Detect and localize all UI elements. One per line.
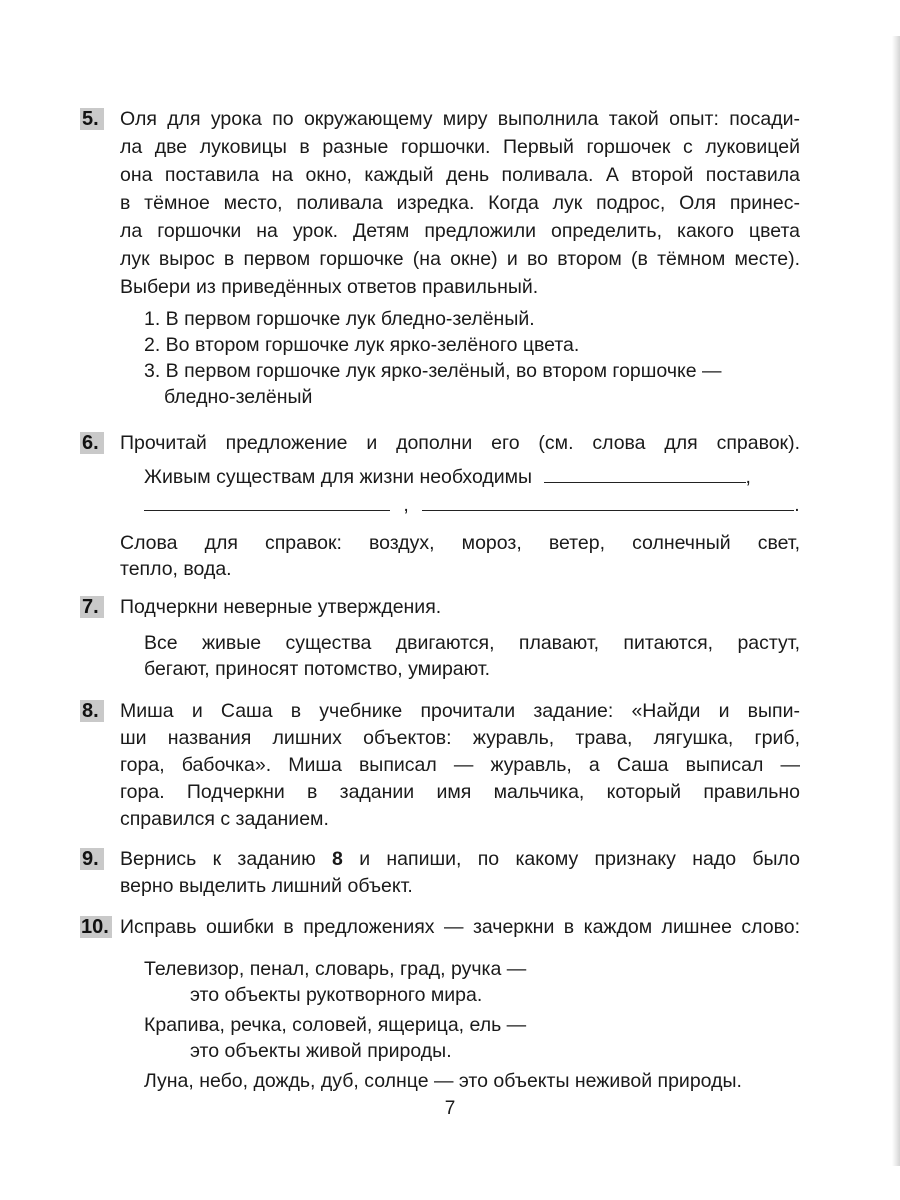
- answer-option: 1. В первом горшочке лук бледно-зелёный.: [144, 308, 535, 330]
- task-text-line: ла горшочки на урок. Детям предложили определить, какого цвета: [120, 220, 800, 242]
- task-9: [80, 846, 800, 906]
- statement-line: Все живые существа двигаются, плавают, питаются, растут,: [144, 632, 800, 654]
- sentence-line: Телевизор, пенал, словарь, град, ручка —: [144, 958, 527, 980]
- task-reference: 8: [332, 848, 343, 870]
- sentence-line-2: [144, 492, 800, 518]
- period: .: [794, 494, 800, 516]
- task-8: [80, 698, 800, 838]
- answer-option: 3. В первом горшочке лук ярко-зелёный, во втором горшочке —: [144, 360, 722, 382]
- answer-option: 2. Во втором горшочке лук ярко-зелёного цвета.: [144, 334, 580, 356]
- answer-blank[interactable]: [144, 492, 390, 511]
- task-text-line: [120, 846, 800, 872]
- answer-blank[interactable]: [544, 464, 746, 483]
- task-text-line: в тёмное место, поливала изредка. Когда лук подрос, Оля принес-: [120, 192, 800, 214]
- task-number: 6.: [80, 432, 104, 454]
- task-instruction: Исправь ошибки в предложениях — зачеркни в каждом лишнее слово:: [120, 916, 800, 938]
- sentence-line: Крапива, речка, соловей, ящерица, ель —: [144, 1014, 527, 1036]
- task-text-line: Выбери из приведённых ответов правильный.: [120, 276, 539, 298]
- sentence-line: Луна, небо, дождь, дуб, солнце — это объекты неживой природы.: [144, 1070, 742, 1092]
- task-text-line: Миша и Саша в учебнике прочитали задание: «Найди и выпи-: [120, 700, 800, 722]
- help-words-line: тепло, вода.: [120, 558, 232, 580]
- task-7: [80, 594, 800, 684]
- task-6: [80, 430, 800, 580]
- answer-blank[interactable]: [422, 492, 794, 511]
- page-number: 7: [444, 1098, 456, 1119]
- task-text-line: Оля для урока по окружающему миру выполнила такой опыт: посади-: [120, 108, 800, 130]
- comma: ,: [745, 466, 751, 488]
- task-number: 7.: [80, 596, 104, 618]
- task-text-line: справился с заданием.: [120, 808, 329, 830]
- task-text-line: верно выделить лишний объект.: [120, 875, 413, 897]
- task-instruction: Прочитай предложение и дополни его (см. слова для справок).: [120, 432, 800, 454]
- task-text-line: ла две луковицы в разные горшочки. Первый горшочек с луковицей: [120, 136, 800, 158]
- sentence-line: [144, 464, 751, 490]
- help-words-line: Слова для справок: воздух, мороз, ветер, солнечный свет,: [120, 532, 800, 554]
- task-number: 10.: [80, 916, 112, 938]
- sentence-text: Живым существам для жизни необходимы: [144, 466, 533, 488]
- text-part: Вернись к заданию: [120, 848, 316, 870]
- sentence-line: это объекты живой природы.: [190, 1040, 452, 1062]
- comma: ,: [403, 494, 409, 516]
- task-number: 9.: [80, 848, 104, 870]
- statement-line: бегают, приносят потомство, умирают.: [144, 658, 491, 680]
- page-edge: [892, 36, 900, 1166]
- task-text-line: гора, бабочка». Миша выписал — журавль, а Саша выписал —: [120, 754, 800, 776]
- task-number: 5.: [80, 108, 104, 130]
- task-5: [80, 106, 800, 406]
- task-text-line: гора. Подчеркни в задании имя мальчика, который правильно: [120, 781, 800, 803]
- task-number: 8.: [80, 700, 104, 722]
- task-text-line: лук вырос в первом горшочке (на окне) и во втором (в тёмном месте).: [120, 248, 800, 270]
- sentence-line: это объекты рукотворного мира.: [190, 984, 483, 1006]
- text-part: и напиши, по какому признаку надо было: [359, 848, 800, 870]
- task-instruction: Подчеркни неверные утверждения.: [120, 596, 442, 618]
- task-text-line: она поставила на окно, каждый день поливала. А второй поставила: [120, 164, 800, 186]
- task-text-line: ши названия лишних объектов: журавль, трава, лягушка, гриб,: [120, 727, 800, 749]
- answer-option-continued: бледно-зелёный: [164, 386, 313, 408]
- task-10: [80, 914, 800, 1094]
